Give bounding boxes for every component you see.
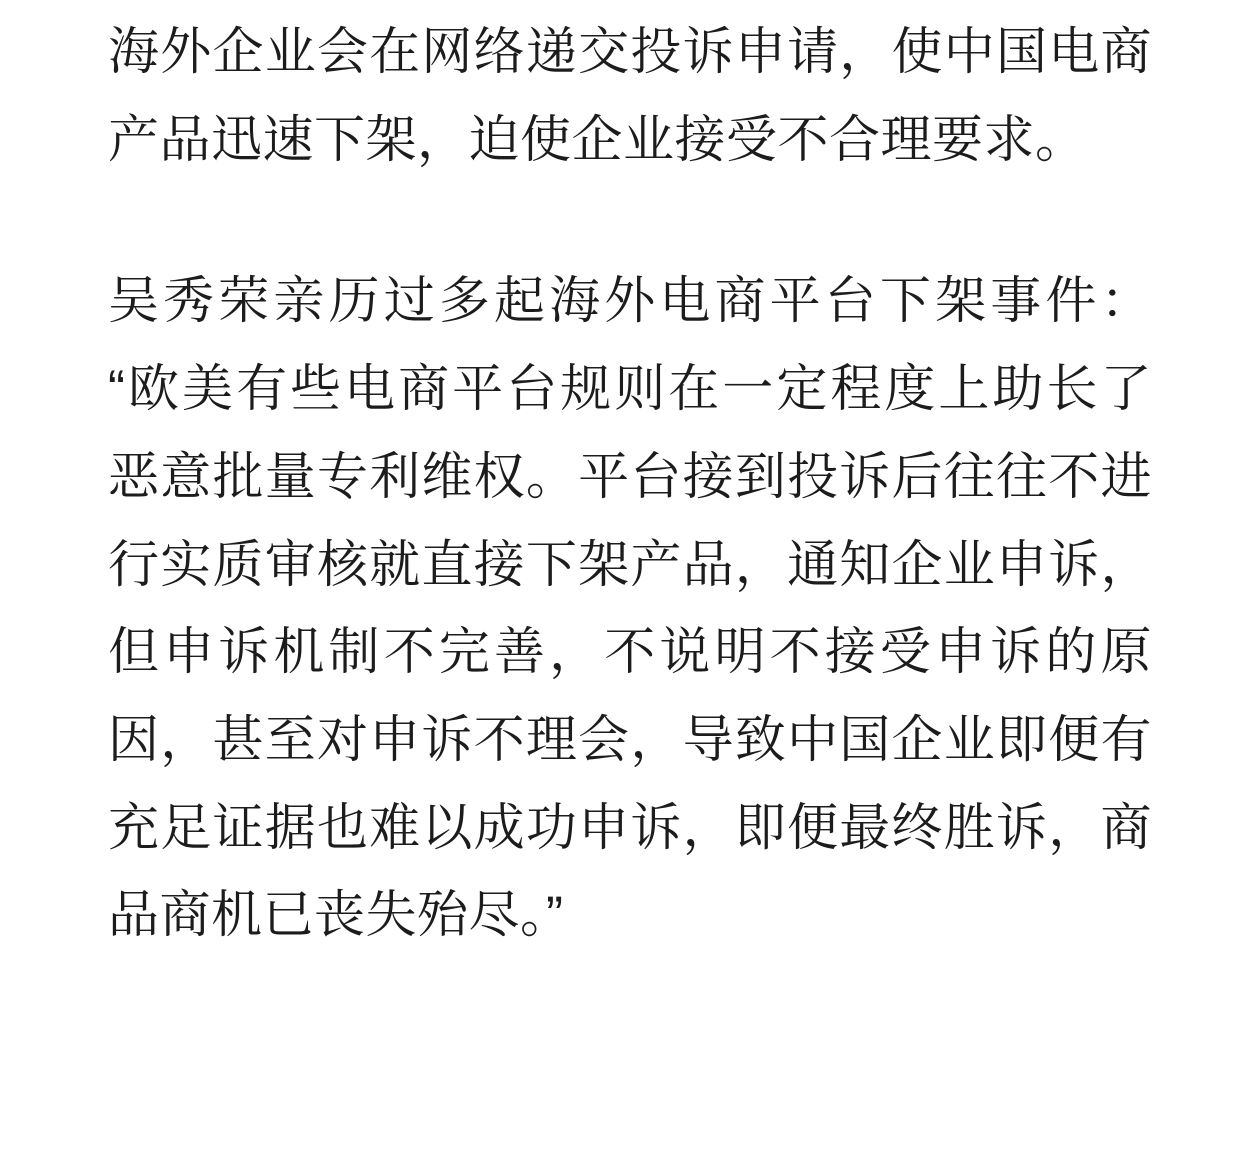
paragraph-2: 吴秀荣亲历过多起海外电商平台下架事件：“欧美有些电商平台规则在一定程度上助长了恶意批量专利维权。平台接到投诉后往往不进行实质审核就直接下架产品，通知企业申诉，但申诉机制不完善，不说明不接受申诉的原因，甚至对申诉不理会，导致中国企业即便有充足证据也难以成功申诉，即便最终胜诉，商品商机已丧失殆尽。” (108, 272, 1152, 944)
paragraph-1: 海外企业会在网络递交投诉申请，使中国电商产品迅速下架，迫使企业接受不合理要求。 (108, 23, 1152, 168)
